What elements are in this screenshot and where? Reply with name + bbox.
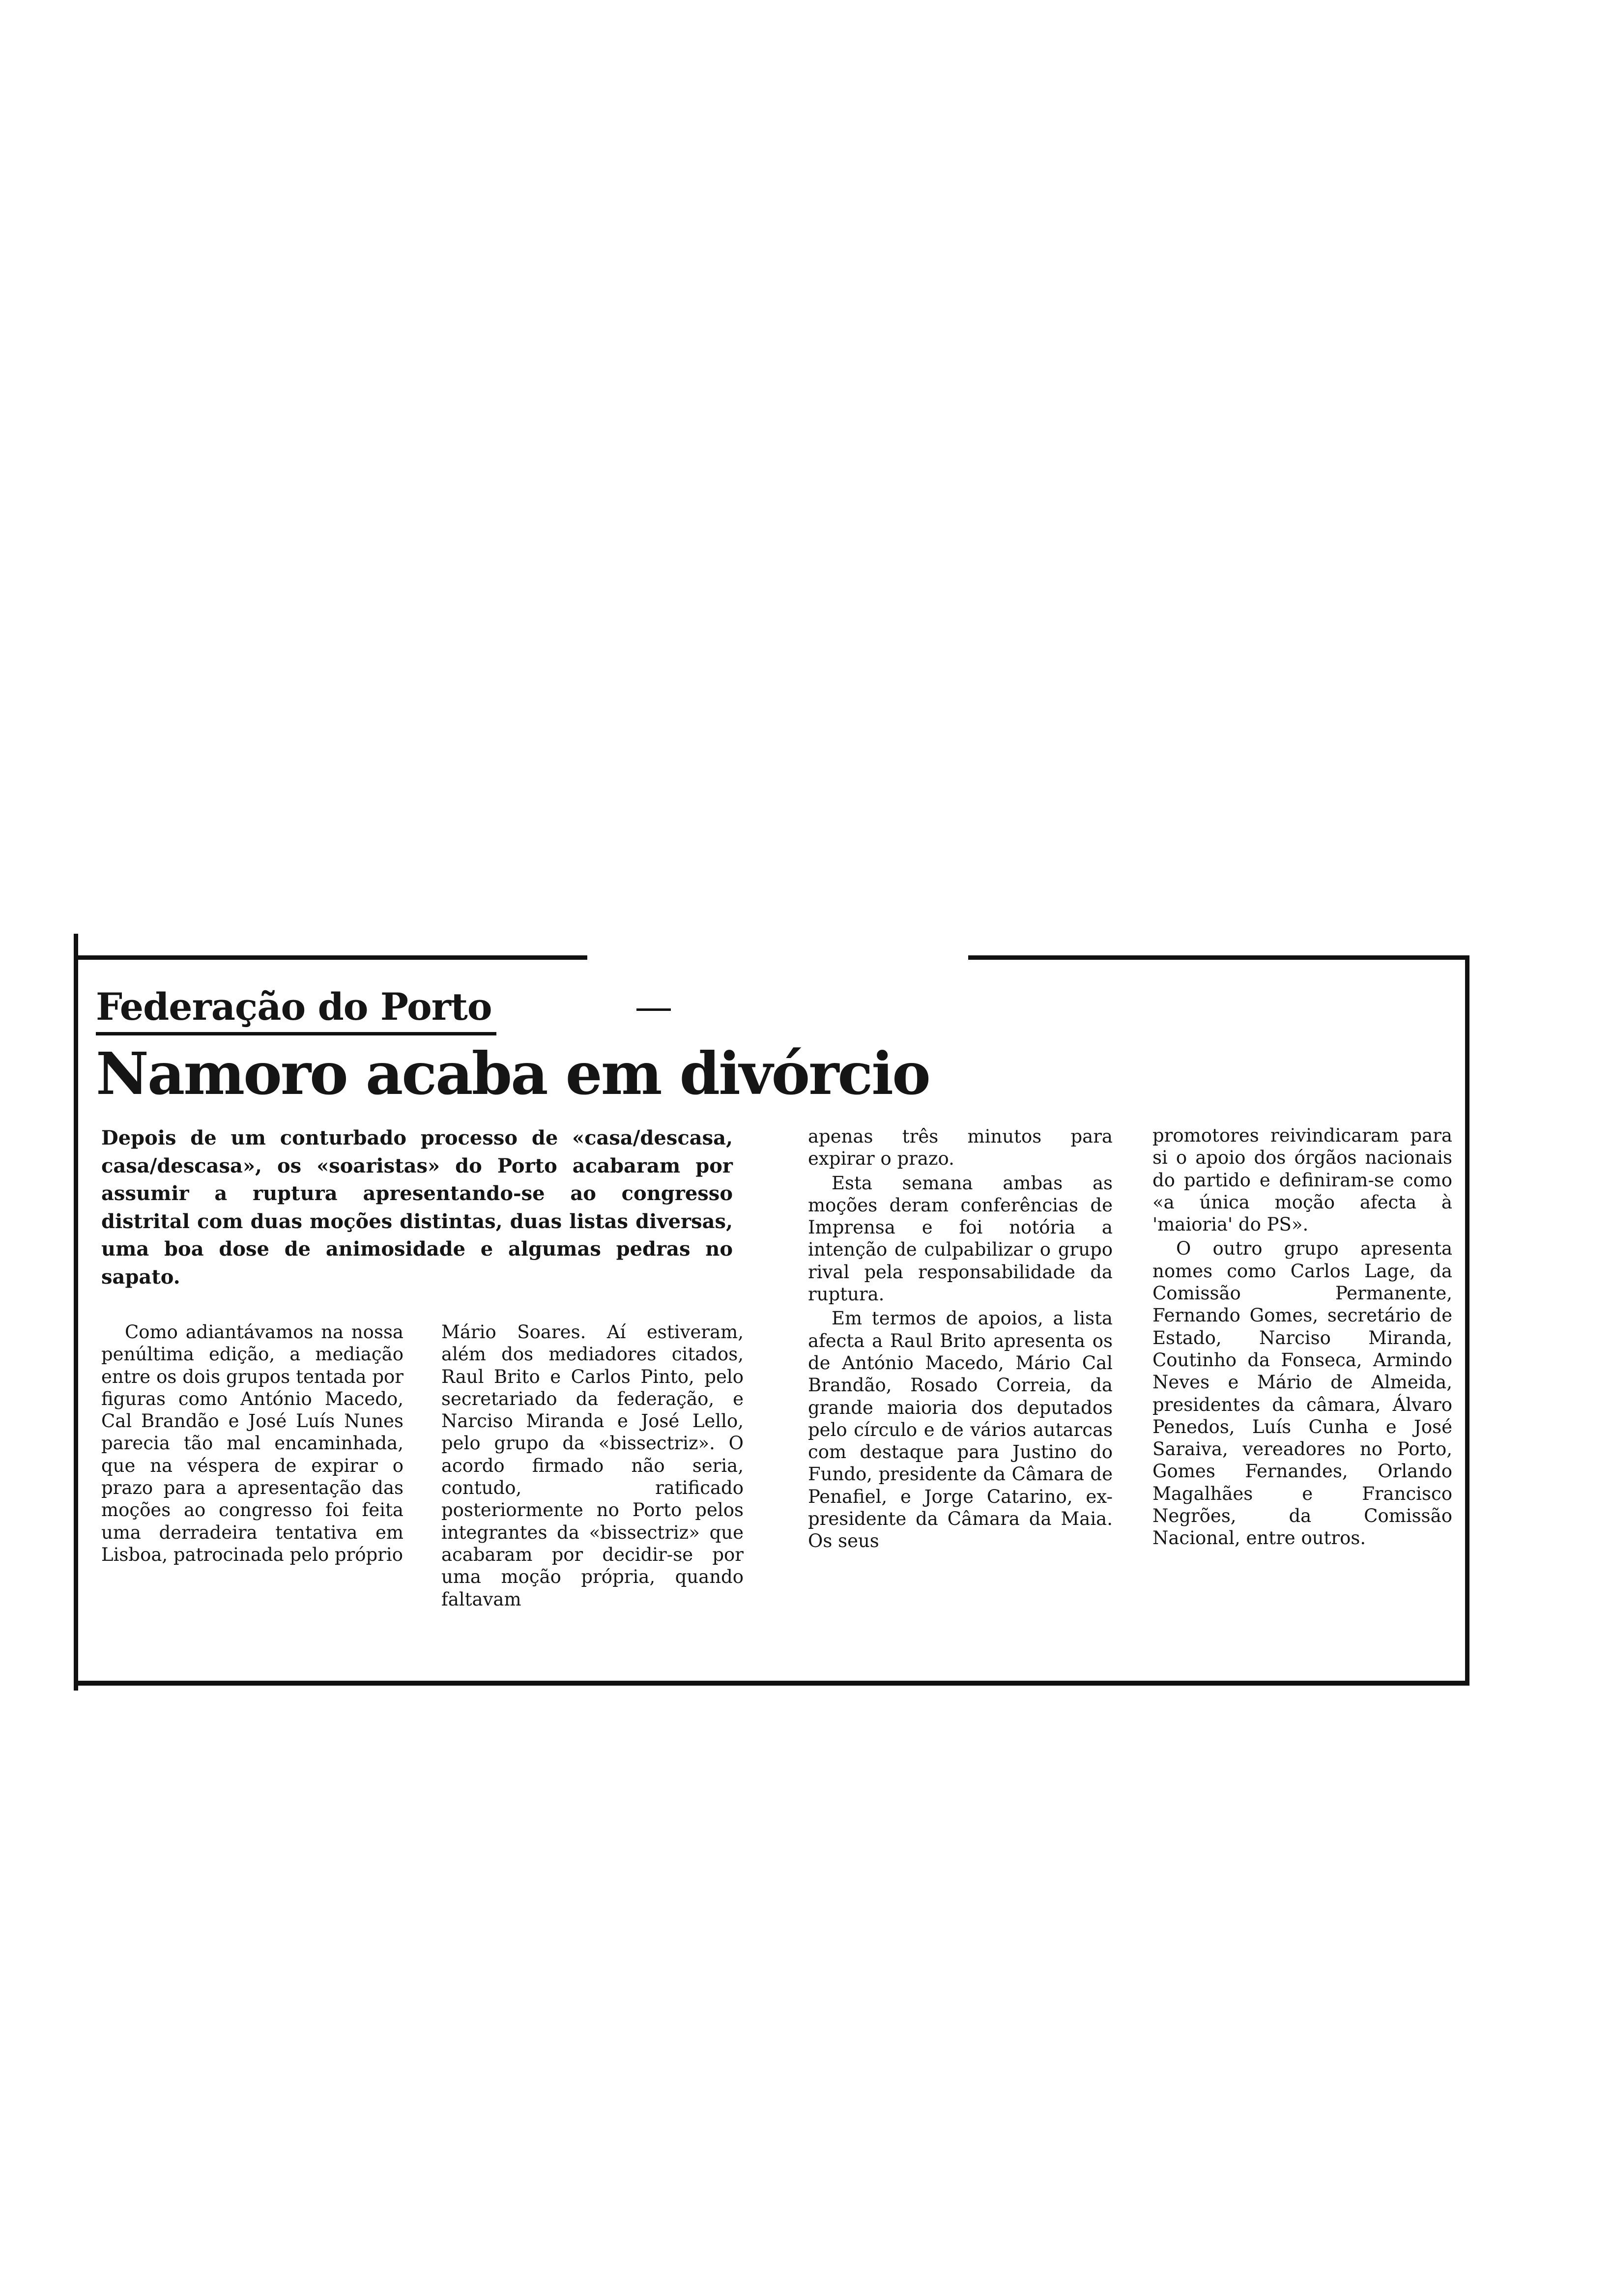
frame-rule-top-right	[968, 955, 1469, 960]
text-column-1	[101, 1321, 403, 1566]
article-headline: Namoro acaba em divórcio	[96, 1039, 929, 1108]
text-column-2	[441, 1321, 744, 1610]
paragraph: O outro grupo apresenta nomes como Carlos Lage, da Comissão Permanente, Fernando Gomes, secretário de Estado, Narciso Miranda, Coutinho da Fonseca, Armindo Neves e Mário de Almeida, presidentes da câmara, Álvaro Penedos, Luís Cunha e José Saraiva, vereadores no Porto, Gomes Fernandes, Orlando Magalhães e Francisco Negrões, da Comissão Nacional, entre outros.	[1152, 1238, 1452, 1549]
frame-rule-bottom	[74, 1681, 1469, 1686]
kicker-underline	[96, 1032, 496, 1035]
paragraph: Como adiantávamos na nossa penúltima edição, a mediação entre os dois grupos tentada por figuras como António Macedo, Cal Brandão e José Luís Nunes parecia tão mal encaminhada, que na véspera de expirar o prazo para a apresentação das moções ao congresso foi feita uma derradeira tentativa em Lisboa, patrocinada pelo próprio	[101, 1321, 403, 1565]
paragraph: apenas três minutos para expirar o prazo.	[808, 1126, 1113, 1170]
section-kicker: Federação do Porto	[96, 985, 492, 1029]
paragraph: Esta semana ambas as moções deram conferências de Imprensa e foi notória a intenção de culpabilizar o grupo rival pela responsabilidade da ruptura.	[808, 1172, 1113, 1305]
frame-rule-top-left	[74, 955, 587, 960]
article-lead: Depois de um conturbado processo de «casa/descasa, casa/descasa», os «soaristas» do Porto acabaram por assumir a ruptura apresentando-se ao congresso distrital com duas moções distintas, duas listas diversas, uma boa dose de animosidade e algumas pedras no sapato.	[101, 1126, 733, 1289]
text-column-4	[1152, 1124, 1452, 1550]
newspaper-clipping	[74, 934, 1469, 1691]
frame-rule-right	[1465, 955, 1469, 1684]
kicker-dash	[636, 1008, 671, 1011]
frame-rule-left	[74, 934, 78, 1691]
paragraph: Em termos de apoios, a lista afecta a Raul Brito apresenta os de António Macedo, Mário Cal Brandão, Rosado Correia, da grande maioria dos deputados pelo círculo e de vários autarcas com destaque para Justino do Fundo, presidente da Câmara de Penafiel, e Jorge Catarino, ex-presidente da Câmara da Maia. Os seus	[808, 1308, 1113, 1552]
text-column-3	[808, 1125, 1113, 1552]
paragraph: promotores reivindicaram para si o apoio dos órgãos nacionais do partido e definiram-se como «a única moção afecta à 'maioria' do PS».	[1152, 1125, 1452, 1235]
paragraph: Mário Soares. Aí estiveram, além dos mediadores citados, Raul Brito e Carlos Pinto, pelo secretariado da federação, e Narciso Miranda e José Lello, pelo grupo da «bissectriz». O acordo firmado não seria, contudo, ratificado posteriormente no Porto pelos integrantes da «bissectriz» que acabaram por decidir-se por uma moção própria, quando faltavam	[441, 1321, 744, 1610]
